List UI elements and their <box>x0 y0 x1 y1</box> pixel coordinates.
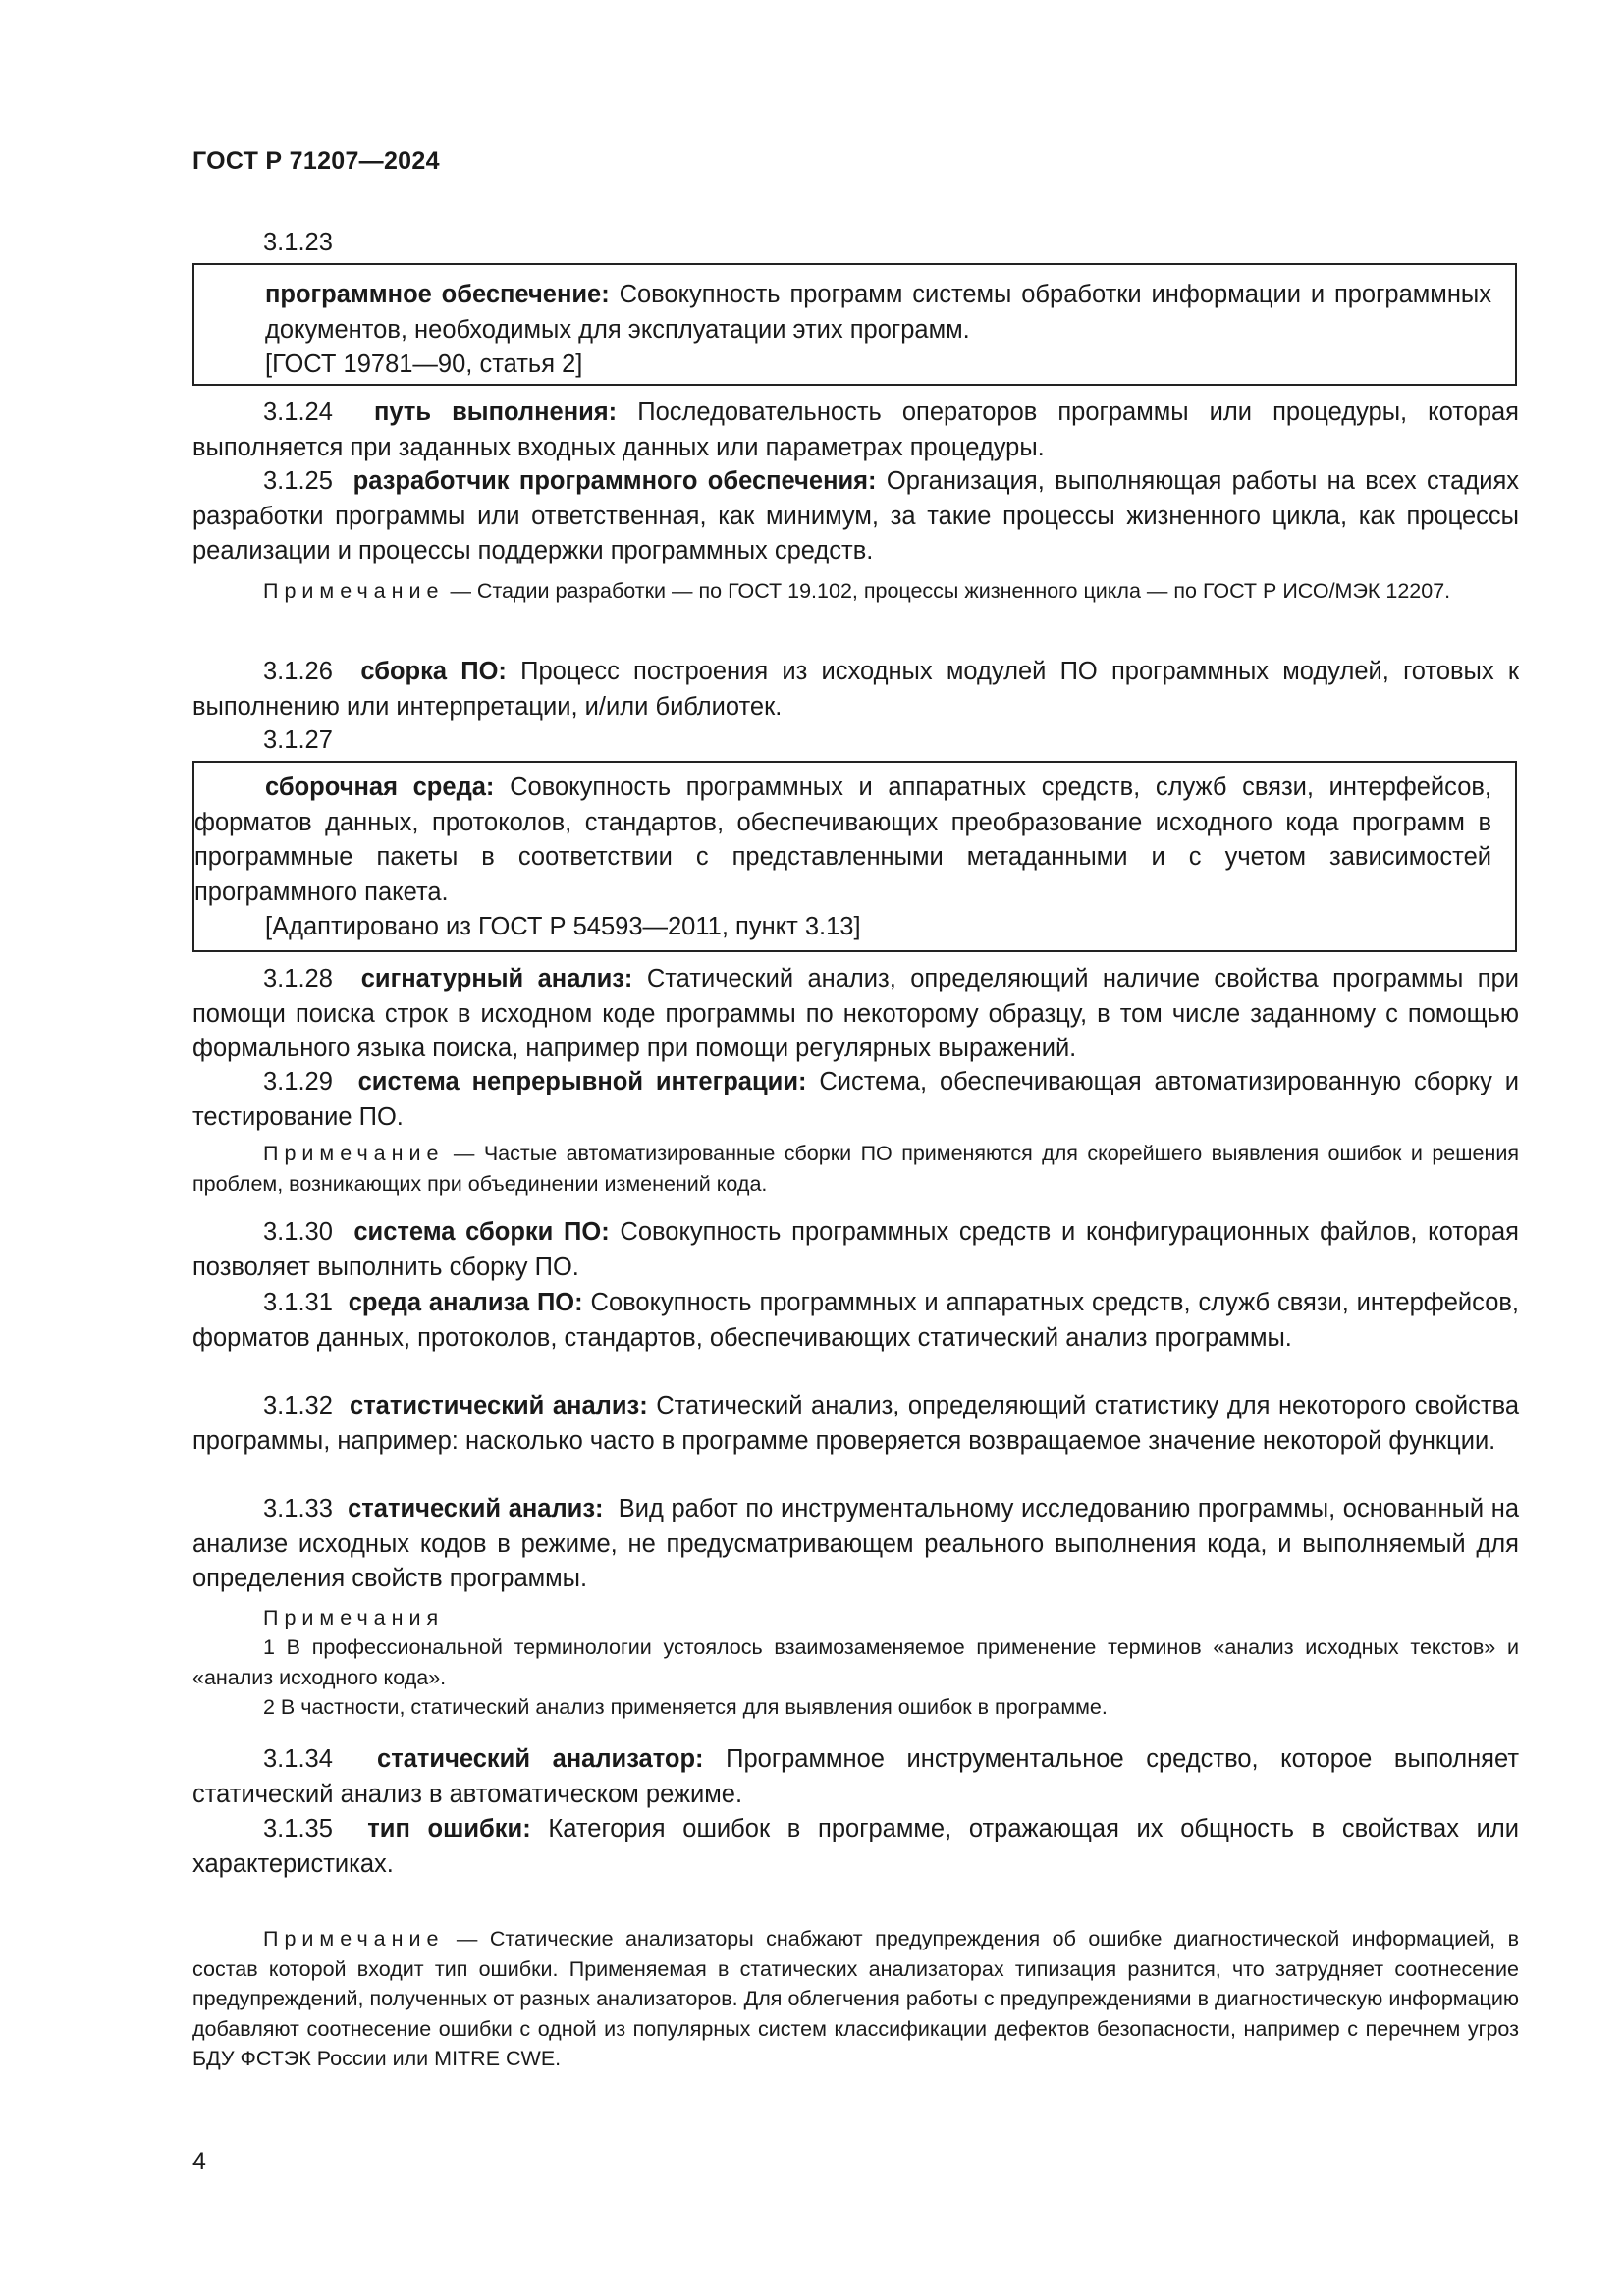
term-source: [ГОСТ 19781—90, статья 2] <box>265 350 583 378</box>
standard-header: ГОСТ Р 71207—2024 <box>192 147 440 175</box>
term-3-1-25 <box>192 464 1519 569</box>
note-3-1-35 <box>192 1924 1519 2074</box>
term-text: Вид работ по инструментальному исследованию программы, основанный на анализе исходных кодов в режиме, не предусматривающем реального выполнения кода, и выполняемый для определения свойств программы. <box>192 1495 1520 1592</box>
note-3-1-29 <box>192 1139 1519 1199</box>
term-text: Статический анализ, определяющий наличие свойства программы при помощи поиска строк в исходном коде программы по некоторому образцу, в том числе заданному с помощью формального языка поиска, например при помощи регулярных выражений. <box>192 965 1520 1062</box>
term-text: Совокупность программных и аппаратных средств, служб связи, интерфейсов, форматов данных, протоколов, стандартов, обеспечивающих преобразование исходного кода программ в программные пакеты в соответствии с представленными метаданными и с учетом зависимостей программного пакета. <box>194 774 1492 906</box>
term-name: система сборки ПО: <box>353 1218 610 1246</box>
term-number: 3.1.31 <box>263 1289 333 1316</box>
term-number: 3.1.32 <box>263 1392 333 1419</box>
note-text: — Статические анализаторы снабжают предупреждения об ошибке диагностической информацией, в состав которой входит тип ошибки. Применяемая в статических анализаторах типизация разнится, что затрудняет соотнесение предупреждений, полученных от разных анализаторов. Для облегчения работы с предупреждениями в диагностическую информацию добавляют соотнесение ошибки с одной из популярных систем классификации дефектов безопасности, например с перечнем угроз БДУ ФСТЭК России или MITRE CWE. <box>192 1927 1520 2070</box>
term-name: система непрерывной интеграции: <box>357 1068 807 1095</box>
term-text: Процесс построения из исходных модулей ПО программных модулей, готовых к выполнению или интерпретации, и/или библиотек. <box>192 658 1519 721</box>
term-number: 3.1.25 <box>263 467 333 495</box>
term-3-1-30 <box>192 1215 1519 1285</box>
term-number-3-1-27: 3.1.27 <box>263 726 333 754</box>
term-definition <box>265 278 1491 347</box>
term-3-1-24 <box>192 396 1519 465</box>
term-number: 3.1.35 <box>263 1815 333 1842</box>
term-number: 3.1.26 <box>263 658 333 685</box>
term-number: 3.1.28 <box>263 965 333 992</box>
term-3-1-34 <box>192 1742 1519 1812</box>
term-3-1-35 <box>192 1812 1519 1882</box>
note-label: Примечание <box>263 579 445 603</box>
term-box-3-1-23 <box>192 263 1517 386</box>
term-text: Организация, выполняющая работы на всех стадиях разработки программы или ответственная, как минимум, за такие процессы жизненного цикла, как процессы реализации и процессы поддержки программных средств. <box>192 467 1520 564</box>
term-definition <box>194 771 1491 910</box>
term-3-1-31 <box>192 1286 1519 1356</box>
term-3-1-29 <box>192 1065 1519 1135</box>
note-2-3-1-33: 2 В частности, статический анализ применяется для выявления ошибок в программе. <box>263 1695 1108 1719</box>
term-name: сигнатурный анализ: <box>360 965 633 992</box>
term-number-3-1-23: 3.1.23 <box>263 229 333 256</box>
term-text: Система, обеспечивающая автоматизированную сборку и тестирование ПО. <box>192 1068 1519 1131</box>
term-name: путь выполнения: <box>374 399 618 426</box>
term-text: Совокупность программных средств и конфигурационных файлов, которая позволяет выполнить сборку ПО. <box>192 1218 1519 1281</box>
note-label: Примечание <box>263 1142 445 1165</box>
note-3-1-25 <box>192 576 1519 607</box>
page-number: 4 <box>192 2148 206 2175</box>
note-text: — Частые автоматизированные сборки ПО применяются для скорейшего выявления ошибок и решения проблем, возникающих при объединении изменений кода. <box>192 1142 1519 1196</box>
note-text: — Стадии разработки — по ГОСТ 19.102, процессы жизненного цикла — по ГОСТ Р ИСО/МЭК 12207. <box>450 579 1451 603</box>
term-name: статистический анализ: <box>350 1392 648 1419</box>
term-name: сборочная среда: <box>265 774 495 801</box>
term-text: Последовательность операторов программы или процедуры, которая выполняется при заданных входных данных или параметрах процедуры. <box>192 399 1519 461</box>
term-number: 3.1.24 <box>263 399 333 426</box>
term-number: 3.1.29 <box>263 1068 333 1095</box>
term-box-3-1-27 <box>192 761 1517 952</box>
term-number: 3.1.33 <box>263 1495 333 1522</box>
term-name: программное обеспечение: <box>265 281 610 308</box>
term-number: 3.1.30 <box>263 1218 333 1246</box>
term-name: статический анализатор: <box>377 1745 704 1773</box>
term-text: Совокупность программ системы обработки информации и программных документов, необходимых для эксплуатации этих программ. <box>265 281 1492 344</box>
note-label: Примечание <box>263 1927 445 1950</box>
term-3-1-32 <box>192 1389 1519 1459</box>
notes-label-3-1-33 <box>192 1603 1519 1633</box>
term-text: Совокупность программных и аппаратных средств, служб связи, интерфейсов, форматов данных, протоколов, стандартов, обеспечивающих статический анализ программы. <box>192 1289 1520 1352</box>
notes-label: Примечания <box>263 1606 445 1629</box>
term-3-1-28 <box>192 962 1519 1067</box>
term-text: Статический анализ, определяющий статистику для некоторого свойства программы, например: насколько часто в программе проверяется возвращаемое значение некоторой функции. <box>192 1392 1520 1455</box>
term-name: статический анализ: <box>348 1495 604 1522</box>
term-text: Программное инструментальное средство, которое выполняет статический анализ в автоматическом режиме. <box>192 1745 1520 1808</box>
term-name: среда анализа ПО: <box>348 1289 583 1316</box>
term-text: Категория ошибок в программе, отражающая их общность в свойствах или характеристиках. <box>192 1815 1519 1878</box>
term-3-1-33 <box>192 1492 1519 1597</box>
term-number: 3.1.34 <box>263 1745 333 1773</box>
term-name: разработчик программного обеспечения: <box>352 467 877 495</box>
note-1-3-1-33: 1 В профессиональной терминологии устоялось взаимозаменяемое применение терминов «анализ исходных текстов» и «анализ исходного кода». <box>192 1635 1519 1689</box>
term-name: тип ошибки: <box>367 1815 531 1842</box>
term-3-1-26 <box>192 655 1519 724</box>
term-name: сборка ПО: <box>360 658 507 685</box>
term-source: [Адаптировано из ГОСТ Р 54593—2011, пункт 3.13] <box>265 913 861 940</box>
